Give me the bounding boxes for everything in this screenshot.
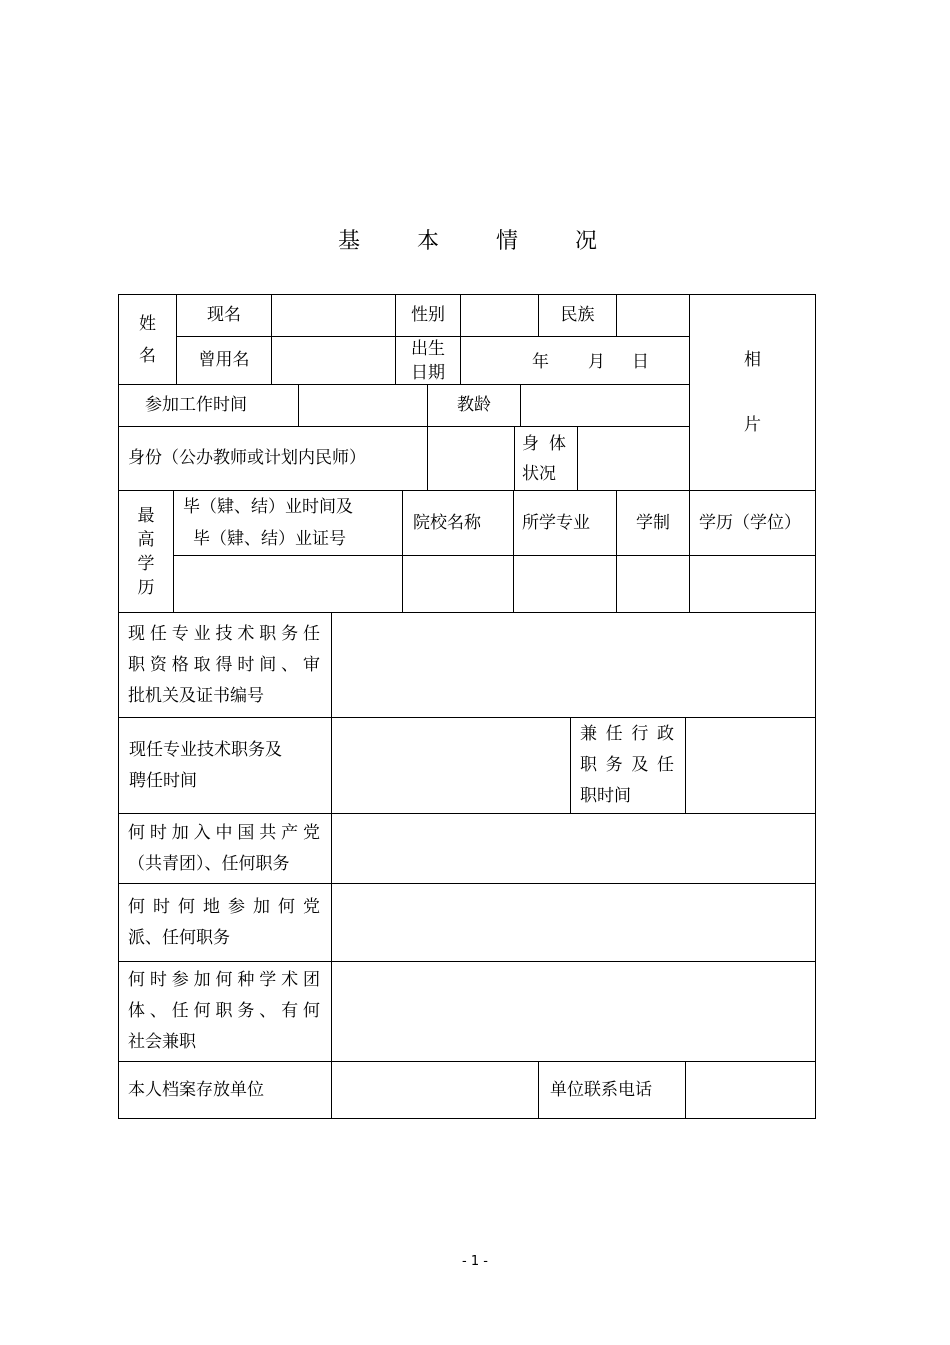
teaching-years-value (520, 384, 690, 427)
photo-label-char: 相 (744, 350, 761, 370)
archive-value (331, 1061, 539, 1119)
ethnicity-label: 民族 (538, 294, 617, 337)
faction-label-line: 派、任何职务 (128, 927, 230, 948)
page-title: 基本情况 (338, 229, 655, 254)
school-header: 院校名称 (402, 490, 514, 556)
major-header: 所学专业 (513, 490, 617, 556)
education-group-char: 学 (137, 553, 155, 574)
ethnicity-value (616, 294, 690, 337)
teaching-years-label: 教龄 (427, 384, 521, 427)
admin-post-value (685, 717, 816, 814)
academic-value (331, 961, 816, 1062)
party-value (331, 813, 816, 884)
academic-label-line: 体、任何职务、有何 (128, 1001, 320, 1021)
party-label-line: （共青团）、任何职务 (128, 853, 290, 874)
month-unit: 月 (588, 352, 605, 372)
qualification-value (331, 612, 816, 718)
birth-date-label-line: 出生 (411, 338, 445, 359)
duration-value (616, 555, 690, 613)
position-label-line: 现任专业技术职务及 (129, 739, 282, 760)
unit-phone-value (685, 1061, 816, 1119)
health-value (577, 426, 690, 491)
graduation-header-line: 毕（肄、结）业时间及 (183, 497, 353, 517)
health-label-line: 状况 (522, 463, 556, 484)
birth-date-value (460, 336, 690, 385)
day-unit: 日 (632, 352, 649, 372)
faction-label (118, 883, 332, 962)
position-label (118, 717, 332, 814)
work-start-label: 参加工作时间 (118, 384, 299, 427)
degree-header: 学历（学位） (689, 490, 816, 556)
party-label (118, 813, 332, 884)
page-number: - 1 - (462, 1254, 488, 1269)
major-value (513, 555, 617, 613)
birth-date-label-line: 日期 (411, 362, 445, 383)
unit-phone-label: 单位联系电话 (538, 1061, 686, 1119)
academic-label (118, 961, 332, 1062)
duration-header: 学制 (616, 490, 690, 556)
qualification-label-line: 现任专业技术职务任 (128, 623, 320, 644)
gender-label: 性别 (395, 294, 461, 337)
school-value (402, 555, 514, 613)
work-start-value (298, 384, 428, 427)
current-name-value (271, 294, 396, 337)
health-label (514, 426, 578, 491)
qualification-label-line: 批机关及证书编号 (128, 685, 264, 706)
position-label-line: 聘任时间 (129, 770, 197, 791)
party-label-line: 何时加入中国共产党 (128, 822, 320, 843)
admin-post-label-line: 兼任行政 (580, 724, 674, 744)
admin-post-label-line: 职务及任 (580, 755, 674, 775)
year-unit: 年 (532, 352, 549, 372)
name-group-char: 姓 (139, 313, 156, 334)
identity-value (427, 426, 515, 491)
former-name-value (271, 336, 396, 385)
admin-post-label (570, 717, 686, 814)
admin-post-label-line: 职时间 (580, 786, 631, 806)
photo-box (689, 294, 816, 491)
name-group-char: 名 (139, 345, 156, 366)
faction-value (331, 883, 816, 962)
education-group-label (118, 490, 174, 613)
academic-label-line: 何时参加何种学术团 (128, 970, 320, 990)
identity-label: 身份（公办教师或计划内民师） (118, 426, 428, 491)
health-label-line: 身体 (522, 433, 576, 454)
gender-value (460, 294, 539, 337)
education-group-char: 历 (137, 577, 155, 598)
graduation-header-line: 毕（肄、结）业证号 (193, 529, 346, 549)
former-name-label: 曾用名 (176, 336, 272, 385)
graduation-value (173, 555, 403, 613)
name-group-label (118, 294, 177, 385)
degree-value (689, 555, 816, 613)
archive-label: 本人档案存放单位 (118, 1061, 332, 1119)
graduation-header (173, 490, 403, 556)
education-group-char: 高 (137, 529, 155, 550)
birth-date-label (395, 336, 461, 385)
photo-label-char: 片 (744, 415, 761, 435)
position-value (331, 717, 571, 814)
qualification-label-line: 职资格取得时间、审 (128, 654, 320, 675)
academic-label-line: 社会兼职 (128, 1032, 196, 1052)
current-name-label: 现名 (176, 294, 272, 337)
faction-label-line: 何时何地参加何党 (128, 896, 320, 917)
education-group-char: 最 (137, 505, 155, 526)
qualification-label (118, 612, 332, 718)
